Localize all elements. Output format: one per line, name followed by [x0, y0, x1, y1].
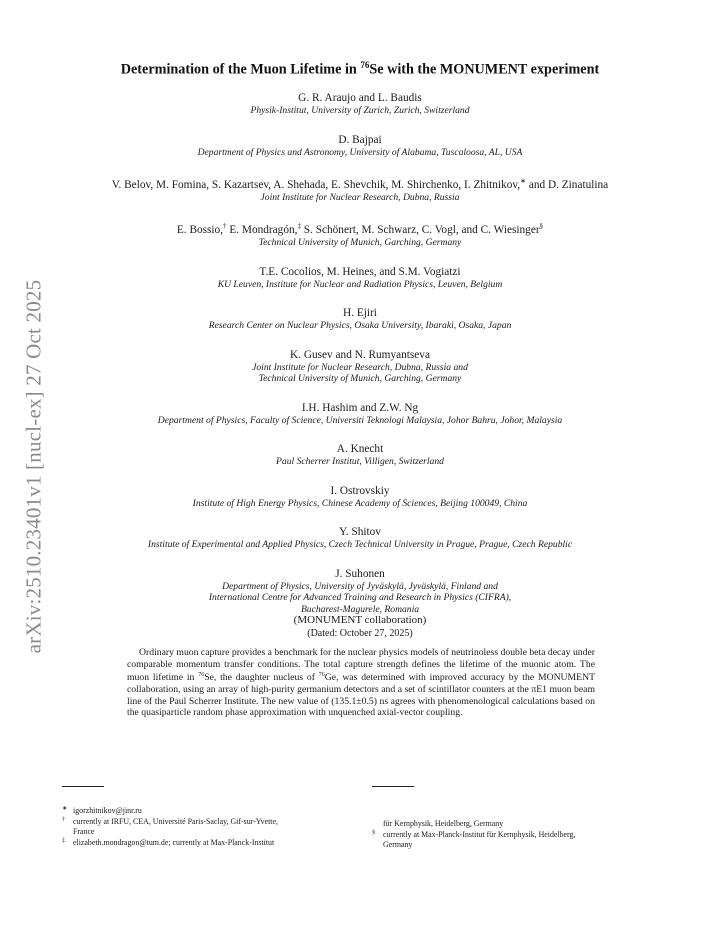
- author-names: K. Gusev and N. Rumyantseva: [290, 348, 430, 361]
- footnote-continuation: France: [73, 827, 95, 836]
- date-line: (Dated: October 27, 2025): [307, 628, 413, 639]
- author-names: V. Belov, M. Fomina, S. Kazartsev, A. Shehada, E. Shevchik, M. Shirchenko, I. Zhitnikov,∗ and D. Zinatulina: [111, 177, 609, 191]
- author-names: A. Knecht: [336, 443, 384, 456]
- author-names: H. Ejiri: [343, 307, 377, 320]
- footnote: § currently at Max-Planck-Institut für Kernphysik, Heidelberg,: [372, 828, 576, 839]
- affiliation: KU Leuven, Institute for Nuclear and Radiation Physics, Leuven, Belgium: [217, 278, 503, 290]
- footnotes-left-column: [62, 806, 352, 848]
- author-names: J. Suhonen: [335, 567, 385, 580]
- affiliation: Physik-Institut, University of Zurich, Zurich, Switzerland: [250, 105, 470, 116]
- abstract: Ordinary muon capture provides a benchmark for the nuclear physics models of neutrinoless double beta decay under comparable momentum transfer conditions. The total capture strength defines the lifetime of the muonic atom. The muon lifetime in $^{76}$Se, the daughter nucleus of $^{76}$Ge, was determined with improved accuracy by the MONUMENT collaboration, using an array of high-purity germanium detectors and a set of scintillator counters at the πE1 muon beam line of the Paul Scherrer Institute. The new value of (135.1±0.5) ns agrees with phenomenological calculations based on the quasiparticle random phase approximation with unquenched axial-vector coupling.: [127, 647, 596, 719]
- author-group: [60, 265, 660, 291]
- affiliation: Research Center on Nuclear Physics, Osaka University, Ibaraki, Osaka, Japan: [208, 320, 512, 332]
- author-names: D. Bajpai: [338, 133, 382, 146]
- author-group: [60, 442, 660, 468]
- footnote-rule: [372, 786, 414, 787]
- footnote: ‡ elizabeth.mondragon@tum.de; currently at Max-Planck-Institut: [62, 836, 275, 847]
- footnote: † currently at IRFU, CEA, Université Paris-Saclay, Gif-sur-Yvette,: [62, 815, 278, 826]
- footnote-marker[interactable]: ∗: [520, 177, 526, 185]
- author-group: [60, 401, 660, 427]
- footnote-marker: †: [62, 815, 66, 823]
- collaboration-name: (MONUMENT collaboration): [293, 614, 427, 626]
- author-names: Y. Shitov: [339, 526, 381, 539]
- affiliation: Department of Physics, Faculty of Science, Universiti Teknologi Malaysia, Johor Bahru, Johor, Malaysia: [157, 414, 563, 426]
- affiliation: Bucharest-Magurele, Romania: [300, 603, 420, 615]
- author-names: E. Bossio,† E. Mondragón,‡ S. Schönert, M. Schwarz, C. Vogl, and C. Wiesinger§: [176, 222, 544, 237]
- footnote-marker: §: [372, 828, 376, 836]
- author-group: [60, 348, 660, 385]
- affiliation: Joint Institute for Nuclear Research, Dubna, Russia and: [252, 361, 468, 373]
- author-list: [60, 91, 660, 631]
- author-group: [60, 219, 660, 248]
- affiliation: Technical University of Munich, Garching, Germany: [258, 373, 462, 385]
- footnote-marker[interactable]: †: [223, 222, 227, 231]
- email-link[interactable]: igorzhitnikov@jinr.ru: [73, 806, 142, 815]
- footnote-rule: [62, 786, 104, 787]
- affiliation: Paul Scherrer Institut, Villigen, Switzerland: [276, 456, 444, 468]
- affiliation: Technical University of Munich, Garching, Germany: [258, 237, 462, 249]
- footnote-continuation: für Kernphysik, Heidelberg, Germany: [383, 819, 504, 828]
- affiliation: Department of Physics, University of Jyväskylä, Jyväskylä, Finland and: [222, 580, 498, 592]
- affiliation: Department of Physics and Astronomy, University of Alabama, Tuscaloosa, AL, USA: [197, 146, 523, 158]
- affiliation: Institute of High Energy Physics, Chinese Academy of Sciences, Beijing 100049, China: [192, 497, 528, 509]
- affiliation: Institute of Experimental and Applied Physics, Czech Technical University in Prague, Prague, Czech Republic: [147, 539, 573, 551]
- author-names: T.E. Cocolios, M. Heines, and S.M. Vogiatzi: [259, 265, 461, 278]
- footnote-continuation: Germany: [383, 840, 413, 849]
- author-group: [60, 525, 660, 551]
- author-group: [60, 174, 660, 203]
- author-group: [60, 484, 660, 510]
- author-group: [60, 91, 660, 117]
- author-names: G. R. Araujo and L. Baudis: [298, 92, 422, 104]
- footnote-marker: ∗: [62, 805, 68, 812]
- affiliation: International Centre for Advanced Training and Research in Physics (CIFRA),: [208, 592, 512, 604]
- footnote-marker: ‡: [62, 836, 66, 844]
- footnote-marker[interactable]: §: [539, 222, 544, 231]
- author-group: [60, 133, 660, 159]
- footnote-marker[interactable]: ‡: [297, 222, 301, 231]
- collaboration-block: [60, 614, 660, 640]
- footnote: [62, 806, 352, 817]
- author-names: I.H. Hashim and Z.W. Ng: [301, 401, 419, 414]
- affiliation: Joint Institute for Nuclear Research, Dubna, Russia: [260, 191, 460, 203]
- arxiv-stamp: [20, 256, 48, 676]
- author-group: [60, 306, 660, 332]
- arxiv-identifier: arXiv:2510.23401v1 [nucl-ex] 27 Oct 2025: [21, 279, 46, 653]
- paper-title: Determination of the Muon Lifetime in $^{76}$Se with the MONUMENT experiment: [120, 60, 600, 78]
- author-group: [60, 567, 660, 616]
- footnotes-right-column: [372, 819, 672, 851]
- author-names: I. Ostrovskiy: [330, 484, 390, 497]
